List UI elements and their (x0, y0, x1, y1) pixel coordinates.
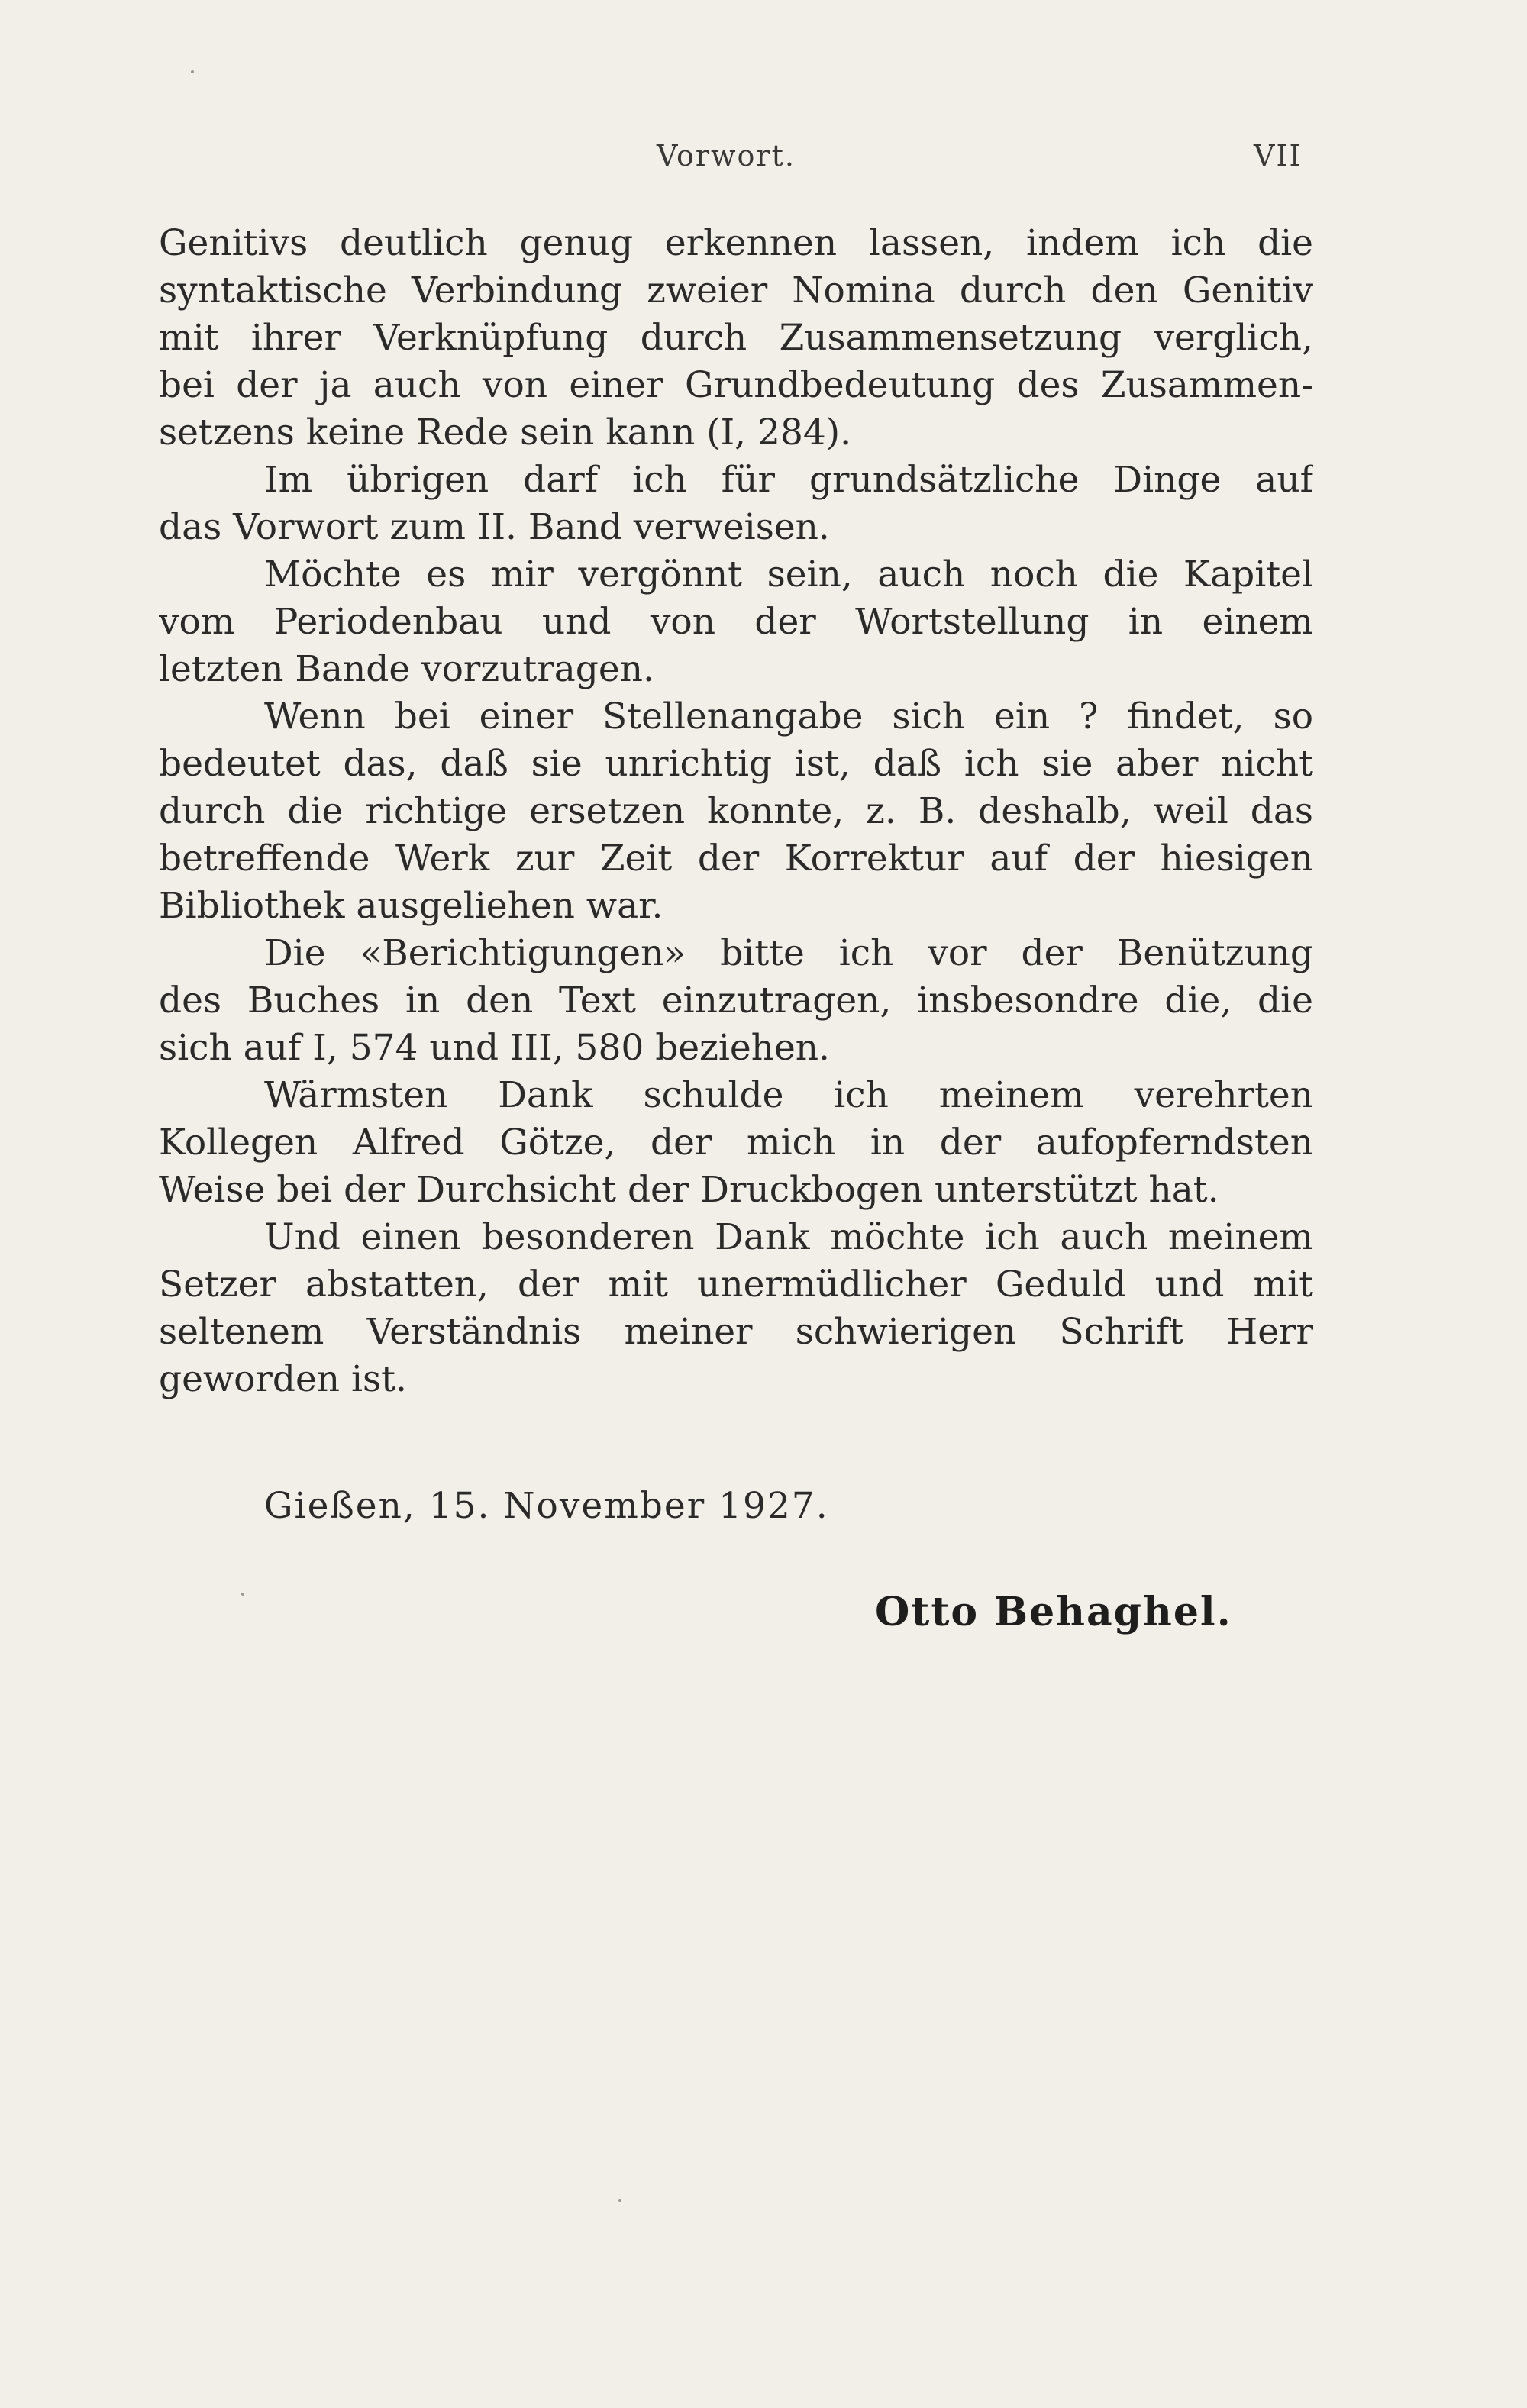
running-head (0, 139, 1527, 185)
paper-speck (618, 2199, 621, 2202)
paper-speck (191, 70, 194, 73)
paragraph-first-line: Wenn bei einer Stellenangabe sich ein ? findet, so (264, 696, 1313, 738)
text-line: bedeutet das, daß sie unrichtig ist, daß ich sie aber nicht (159, 743, 1313, 785)
paragraph-first-line: Und einen besonderen Dank möchte ich auch meinem (264, 1216, 1313, 1258)
text-line: des Buches in den Text einzutragen, insbesondre die, die (159, 980, 1313, 1022)
text-line: sich auf I, 574 und III, 580 beziehen. (159, 1027, 831, 1069)
paragraph-first-line: Im übrigen darf ich für grundsätzliche Dinge auf (264, 459, 1313, 501)
text-line: bei der ja auch von einer Grundbedeutung des Zusammen- (159, 364, 1313, 406)
text-line: Bibliothek ausgeliehen war. (159, 885, 663, 927)
text-line: geworden ist. (159, 1358, 407, 1400)
text-line: betreffende Werk zur Zeit der Korrektur auf der hiesigen (159, 838, 1313, 880)
author-signature: Otto Behaghel. (875, 1589, 1232, 1635)
text-line: das Vorwort zum II. Band verweisen. (159, 506, 830, 548)
paper-speck (241, 1593, 244, 1596)
text-line: durch die richtige ersetzen konnte, z. B. deshalb, weil das (159, 790, 1313, 832)
dateline: Gießen, 15. November 1927. (264, 1485, 829, 1527)
text-line: Setzer abstatten, der mit unermüdlicher Geduld und mit (159, 1264, 1313, 1306)
text-line: Genitivs deutlich genug erkennen lassen, indem ich die (159, 222, 1313, 264)
preface-body (159, 220, 1313, 1403)
page-number: VII (1254, 139, 1303, 173)
text-line: Kollegen Alfred Götze, der mich in der aufopferndsten (159, 1122, 1313, 1164)
text-line: mit ihrer Verknüpfung durch Zusammensetzung verglich, (159, 317, 1313, 359)
running-title: Vorwort. (657, 139, 796, 173)
text-line: syntaktische Verbindung zweier Nomina durch den Genitiv (159, 270, 1313, 311)
text-line: vom Periodenbau und von der Wortstellung in einem (159, 601, 1313, 643)
paragraph-first-line: Möchte es mir vergönnt sein, auch noch die Kapitel (264, 554, 1313, 596)
paragraph-first-line: Die «Berichtigungen» bitte ich vor der Benützung (264, 932, 1313, 974)
text-line: setzens keine Rede sein kann (I, 284). (159, 412, 852, 454)
text-line: letzten Bande vorzutragen. (159, 648, 654, 690)
text-line: seltenem Verständnis meiner schwierigen Schrift Herr (159, 1311, 1313, 1353)
text-line: Weise bei der Durchsicht der Druckbogen unterstützt hat. (159, 1169, 1219, 1211)
paragraph-first-line: Wärmsten Dank schulde ich meinem verehrten (264, 1074, 1313, 1116)
